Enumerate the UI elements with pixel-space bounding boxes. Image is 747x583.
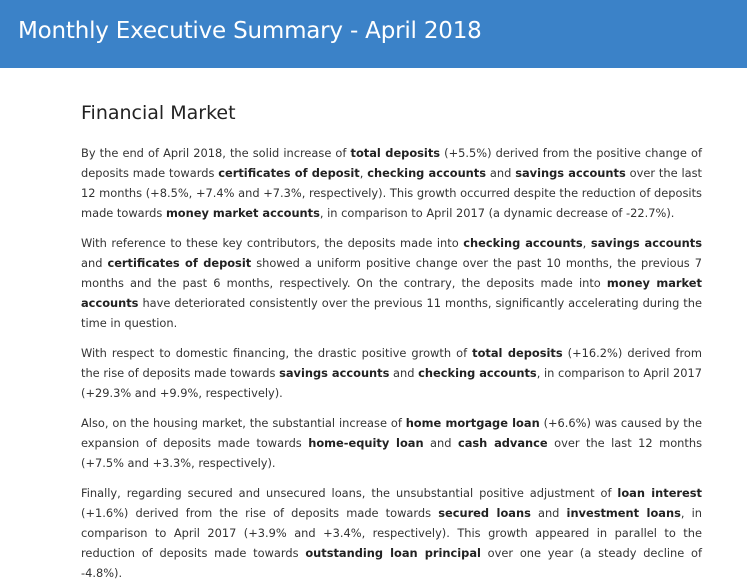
highlighted-term: checking accounts	[463, 236, 583, 250]
paragraph-text: (+5.5%) derived from the positive change of deposits made towards	[81, 146, 703, 180]
paragraph-text: and	[423, 436, 458, 450]
summary-paragraph	[81, 483, 702, 583]
highlighted-term: certificates of deposit	[107, 256, 252, 270]
paragraph-text: over the last 12 months (+8.5%, +7.4% and +7.3%, respectively). This growth occurred despite the reduction of deposits made towards	[81, 166, 702, 220]
report-header	[0, 0, 747, 68]
highlighted-term: loan interest	[617, 486, 702, 500]
summary-paragraph	[81, 233, 702, 333]
paragraph-text: over one year (a steady decline of -4.8%).	[81, 546, 702, 580]
paragraph-text: and	[389, 366, 419, 380]
paragraph-text: , in comparison to April 2017 (+3.9% and +3.4%, respectively). This growth appeared in parallel to the reduction of deposits made towards	[81, 506, 703, 560]
paragraph-text: and	[486, 166, 516, 180]
paragraph-text: (+1.6%) derived from the rise of deposits made towards	[81, 506, 439, 520]
summary-paragraph	[81, 343, 702, 403]
highlighted-term: total deposits	[472, 346, 563, 360]
paragraph-text: and	[81, 256, 108, 270]
paragraph-text: over the last 12 months (+7.5% and +3.3%, respectively).	[81, 436, 703, 470]
highlighted-term: savings accounts	[515, 166, 626, 180]
highlighted-term: total deposits	[350, 146, 441, 160]
summary-paragraph	[81, 413, 702, 473]
highlighted-term: home mortgage loan	[405, 416, 540, 430]
paragraph-text: ,	[582, 236, 591, 250]
paragraph-text: Finally, regarding secured and unsecured loans, the unsubstantial positive adjustment of	[81, 486, 618, 500]
report-title: Monthly Executive Summary - April 2018	[18, 18, 482, 44]
highlighted-term: savings accounts	[279, 366, 390, 380]
highlighted-term: cash advance	[457, 436, 548, 450]
paragraph-text: With reference to these key contributors, the deposits made into	[81, 236, 464, 250]
highlighted-term: checking accounts	[367, 166, 487, 180]
highlighted-term: money market accounts	[81, 276, 702, 310]
section-title: Financial Market	[81, 102, 236, 124]
highlighted-term: money market accounts	[165, 206, 320, 220]
paragraph-text: , in comparison to April 2017 (+29.3% and +9.9%, respectively).	[81, 366, 703, 400]
highlighted-term: home-equity loan	[308, 436, 424, 450]
paragraph-text: Also, on the housing market, the substantial increase of	[81, 416, 406, 430]
highlighted-term: outstanding loan principal	[305, 546, 481, 560]
paragraph-text: By the end of April 2018, the solid increase of	[81, 146, 351, 160]
paragraph-text: and	[530, 506, 567, 520]
highlighted-term: secured loans	[438, 506, 531, 520]
highlighted-term: certificates of deposit	[218, 166, 360, 180]
summary-paragraph	[81, 143, 702, 223]
paragraph-text: , in comparison to April 2017 (a dynamic decrease of -22.7%).	[319, 206, 675, 220]
paragraph-text: showed a uniform positive change over the past 10 months, the previous 7 months and the past 6 months, respectively. On the contrary, the deposits made into	[81, 256, 702, 290]
paragraph-text: With respect to domestic financing, the drastic positive growth of	[81, 346, 473, 360]
highlighted-term: investment loans	[566, 506, 681, 520]
paragraph-text: (+6.6%) was caused by the expansion of deposits made towards	[81, 416, 702, 450]
summary-paragraphs	[81, 143, 702, 583]
paragraph-text: (+16.2%) derived from the rise of deposits made towards	[81, 346, 702, 380]
report-body	[0, 68, 747, 583]
paragraph-text: have deteriorated consistently over the previous 11 months, significantly accelerating during the time in question.	[81, 296, 702, 330]
highlighted-term: checking accounts	[418, 366, 537, 380]
paragraph-text: ,	[359, 166, 368, 180]
highlighted-term: savings accounts	[590, 236, 702, 250]
